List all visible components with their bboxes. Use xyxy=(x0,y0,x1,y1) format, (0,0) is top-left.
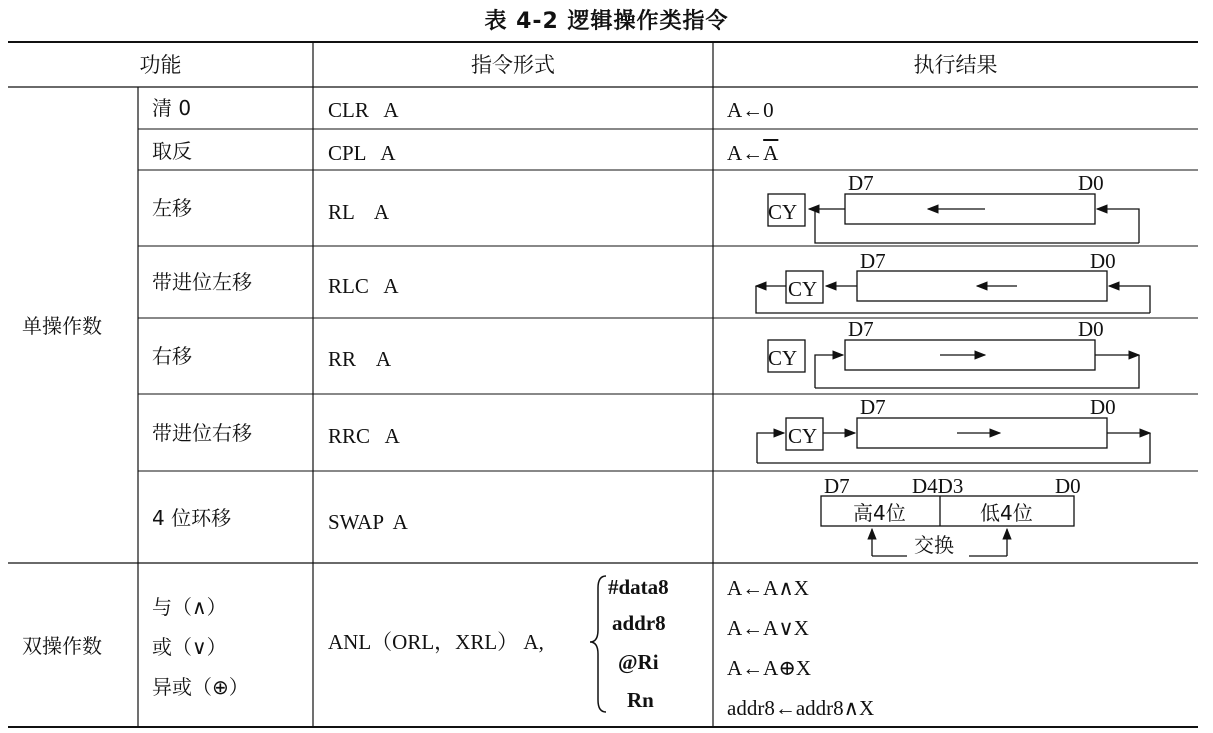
rr-cy: CY xyxy=(768,346,798,370)
rl-d7: D7 xyxy=(848,171,874,195)
swap-d4d3: D4D3 xyxy=(912,474,964,498)
rl-d0: D0 xyxy=(1078,171,1104,195)
swap-low: 低4位 xyxy=(980,501,1033,525)
rrc-cy: CY xyxy=(788,424,818,448)
row-instr-clr: CLR A xyxy=(328,98,399,122)
swap-d7: D7 xyxy=(824,474,850,498)
rr-d0: D0 xyxy=(1078,317,1104,341)
row-instr-cpl: CPL A xyxy=(328,141,396,165)
group-double: 双操作数 xyxy=(22,634,102,658)
row-name-cpl: 取反 xyxy=(152,139,192,163)
rrc-d7: D7 xyxy=(860,395,886,419)
row-name-clr: 清 0 xyxy=(152,96,192,120)
rl-cy: CY xyxy=(768,200,798,224)
operand-data8: #data8 xyxy=(608,575,669,599)
row-name-rlc: 带进位左移 xyxy=(152,270,252,294)
row-result-cpl-prefix: A← xyxy=(727,141,764,165)
row-instr-rr: RR A xyxy=(328,347,392,371)
header-form: 指令形式 xyxy=(471,53,555,77)
rrc-d0: D0 xyxy=(1090,395,1116,419)
result-addr8: addr8←addr8∧X xyxy=(727,696,875,720)
row-name-rrc: 带进位右移 xyxy=(152,421,252,445)
rl-diagram xyxy=(768,194,1139,243)
row-instr-swap: SWAP A xyxy=(328,510,408,534)
result-or: A←A∨X xyxy=(727,616,809,640)
rlc-cy: CY xyxy=(788,277,818,301)
row-name-rl: 左移 xyxy=(152,196,192,220)
double-instr: ANL（ORL，XRL） A, xyxy=(328,630,544,654)
swap-d0: D0 xyxy=(1055,474,1081,498)
op-and: 与（∧） xyxy=(152,595,227,619)
operand-ri: @Ri xyxy=(618,650,659,674)
header-function: 功能 xyxy=(139,53,182,77)
row-result-cpl-over: $\overline{A}$ xyxy=(763,141,779,165)
row-instr-rlc: RLC A xyxy=(328,274,399,298)
rlc-d7: D7 xyxy=(860,249,886,273)
row-name-swap: 4 位环移 xyxy=(152,506,232,530)
op-or: 或（∨） xyxy=(152,635,227,659)
rr-diagram xyxy=(768,340,1139,388)
row-result-cpl xyxy=(727,143,778,164)
rlc-d0: D0 xyxy=(1090,249,1116,273)
result-xor: A←A⊕X xyxy=(727,656,812,680)
swap-high: 高4位 xyxy=(853,501,906,525)
result-and: A←A∧X xyxy=(727,576,809,600)
row-name-rr: 右移 xyxy=(152,344,192,368)
swap-label: 交换 xyxy=(914,533,954,557)
rr-d7: D7 xyxy=(848,317,874,341)
header-result: 执行结果 xyxy=(913,53,998,77)
op-xor: 异或（⊕） xyxy=(152,675,249,699)
table-title: 表 4-2 逻辑操作类指令 xyxy=(484,9,729,34)
row-instr-rrc: RRC A xyxy=(328,424,400,448)
operand-brace xyxy=(590,576,606,712)
operand-addr8: addr8 xyxy=(612,611,666,635)
row-instr-rl: RL A xyxy=(328,200,390,224)
row-result-clr: A←0 xyxy=(727,98,774,122)
group-single: 单操作数 xyxy=(22,314,102,338)
operand-rn: Rn xyxy=(627,688,654,712)
